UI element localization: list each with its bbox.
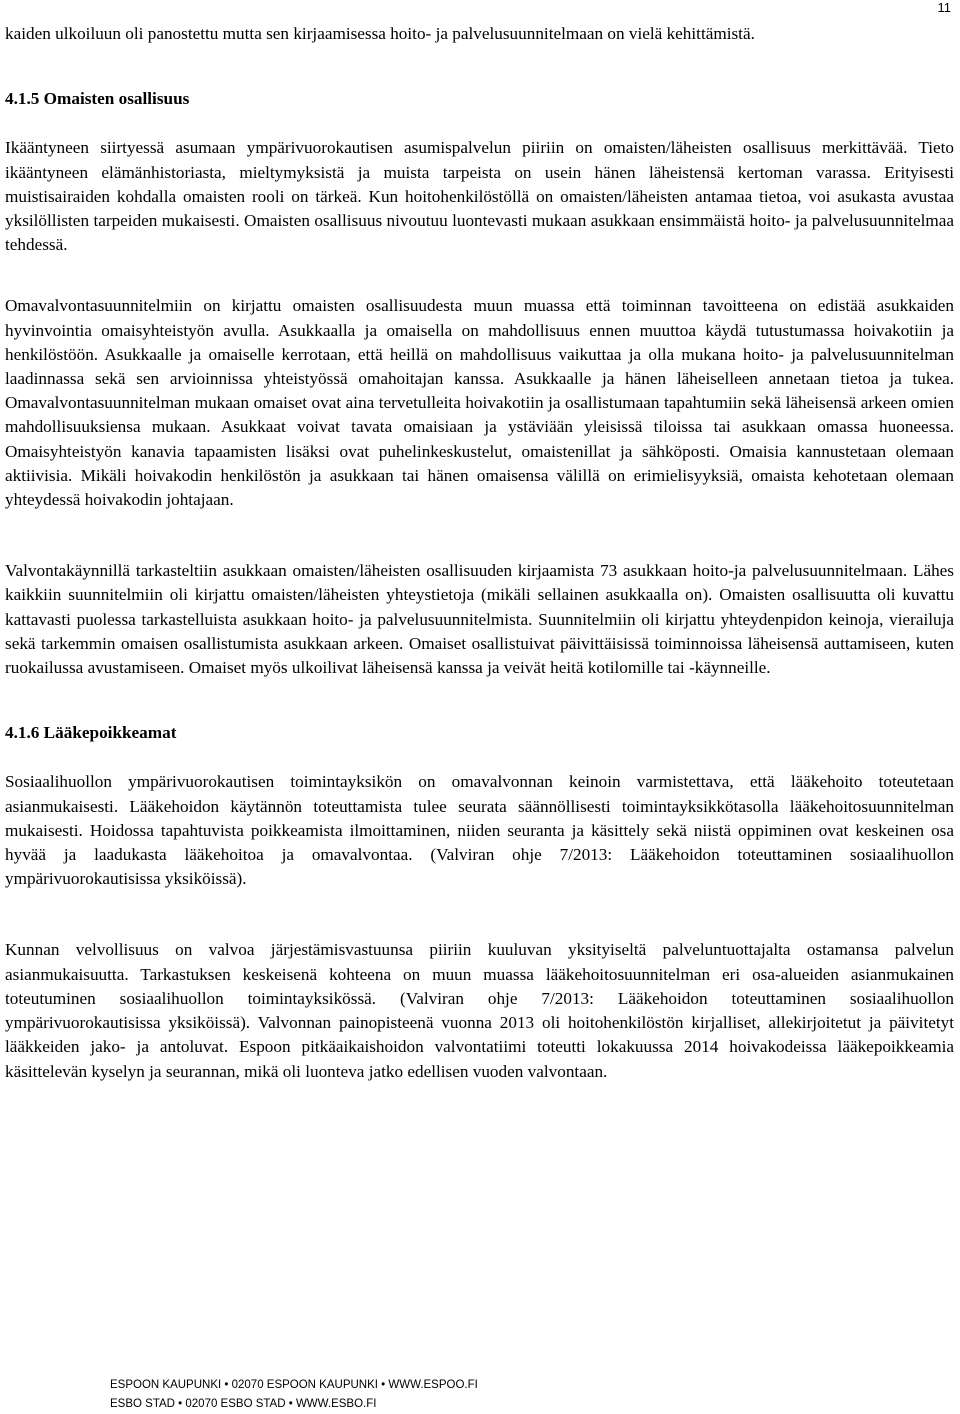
- footer: [110, 1376, 478, 1414]
- intro-paragraph: kaiden ulkoiluun oli panostettu mutta sen kirjaamisessa hoito- ja palvelusuunnitelmaan on vielä kehittämistä.: [5, 24, 755, 43]
- paragraph: Kunnan velvollisuus on valvoa järjestämisvastuunsa piiriin kuuluvan yksityiseltä palveluntuottajalta ostamansa palvelun asianmukaisuutta. Tarkastuksen keskeisenä kohteena on muun muassa lääkehoitosuunnitelman eri osa-alueiden asianmukainen toteutuminen sosiaalihuollon toimintayksikössä. (Valviran ohje 7/2013: Lääkehoidon toteuttaminen sosiaalihuollon ympärivuorokautisissa yksiköissä). Valvonnan painopisteenä vuonna 2013 oli hoitohenkilöstön kirjalliset, allekirjoitetut ja päivitetyt lääkkeiden jako- ja antoluvat. Espoon pitkäaikaishoidon valvontatiimi toteutti lokakuussa 2014 hoivakodeissa lääkepoikkeamia käsittelevän kyselyn ja seurannan, mikä oli luonteva jatko edellisen vuoden valvontaan.: [5, 940, 954, 1081]
- paragraph: Omavalvontasuunnitelmiin on kirjattu omaisten osallisuudesta muun muassa että toiminnan tavoitteena on edistää asukkaiden hyvinvointia omaisyhteistyön avulla. Asukkaalla ja omaisella on mahdollisuus ennen muuttoa käydä tutustumassa hoivakotiin ja henkilöstöön. Asukkaalle ja omaiselle kerrotaan, että heillä on mahdollisuus vaikuttaa ja olla mukana hoito- ja palvelusuunnitelman laadinnassa sekä sen arvioinnissa yhteistyössä omahoitajan kanssa. Asukkaalle ja hänen läheiselleen annetaan tietoa ja tukea. Omavalvontasuunnitelman mukaan omaiset ovat aina tervetulleita hoivakotiin ja osallistumaan tapahtumiin sekä läheisensä arkeen omien mahdollisuuksiensa mukaan. Asukkaat voivat tavata omaisiaan ja ystäviään yleisissä tiloissa tai asukkaan omassa huoneessa. Omaisyhteistyön kanavia tapaamisten lisäksi ovat puhelinkeskustelut, omaistenillat ja sähköposti. Omaisia kannustetaan olemaan aktiivisia. Mikäli hoivakodin henkilöstön ja asukkaan tai hänen omaisensa välillä on erimielisyyksiä, omaista kehotetaan olemaan yhteydessä hoivakodin johtajaan.: [5, 296, 954, 510]
- footer-line-swedish: ESBO STAD • 02070 ESBO STAD • WWW.ESBO.FI: [110, 1398, 377, 1410]
- paragraph: Valvontakäynnillä tarkasteltiin asukkaan omaisten/läheisten osallisuuden kirjaamista 73 asukkaan hoito-ja palvelusuunnitelmaan. Lähes kaikkiin suunnitelmiin oli kirjattu omaisten/läheisten yhteystietoja (mikäli sellainen asukkaalla on). Omaisten osallisuutta oli kuvattu kattavasti puolessa tarkastelluista asukkaan hoito- ja palvelusuunnitelmista. Suunnitelmiin oli kirjattu yhteydenpidon keinoja, vierailuja sekä tarkemmin omaisen osallistumista asukkaan arkeen. Omaiset osallistuivat päivittäisissä toiminnoissa läheisensä auttamiseen, kuten ruokailussa avustamiseen. Omaiset myös ulkoilivat läheisensä kanssa ja veivät heitä kotilomille tai -käynneille.: [5, 561, 954, 678]
- page-number: 11: [937, 0, 951, 15]
- section-heading-laakepoikkeamat: 4.1.6 Lääkepoikkeamat: [5, 723, 177, 743]
- footer-line-finnish: ESPOON KAUPUNKI • 02070 ESPOON KAUPUNKI • WWW.ESPOO.FI: [110, 1379, 478, 1391]
- paragraph: Ikääntyneen siirtyessä asumaan ympärivuorokautisen asumispalvelun piiriin on omaisten/läheisten osallisuus merkittävää. Tieto ikääntyneen elämänhistoriasta, mieltymyksistä ja muista tarpeista on usein hänen läheistensä kertoman varassa. Erityisesti muistisairaiden kohdalla omaisten rooli on tärkeä. Kun hoitohenkilöstöllä on omaisten/läheisten antamaa tietoa, voi asukasta avustaa yksilöllisten tarpeiden mukaisesti. Omaisten osallisuus nivoutuu luontevasti mukaan asukkaan ensimmäistä hoito- ja palvelusuunnitelmaa tehdessä.: [5, 138, 954, 255]
- paragraph: Sosiaalihuollon ympärivuorokautisen toimintayksikön on omavalvonnan keinoin varmistettava, että lääkehoito toteutetaan asianmukaisesti. Lääkehoidon käytännön toteuttamista tulee seurata säännöllisesti toimintayksikkötasolla lääkehoitosuunnitelman mukaisesti. Hoidossa tapahtuvista poikkeamista ilmoittaminen, niiden seuranta ja käsittely sekä niistä oppiminen ovat keskeinen osa hyvää ja laadukasta lääkehoitoa ja omavalvontaa. (Valviran ohje 7/2013: Lääkehoidon toteuttaminen sosiaalihuollon ympärivuorokautisissa yksiköissä).: [5, 772, 954, 889]
- section-heading-omaisten-osallisuus: 4.1.5 Omaisten osallisuus: [5, 89, 190, 109]
- document-body: [5, 22, 954, 1084]
